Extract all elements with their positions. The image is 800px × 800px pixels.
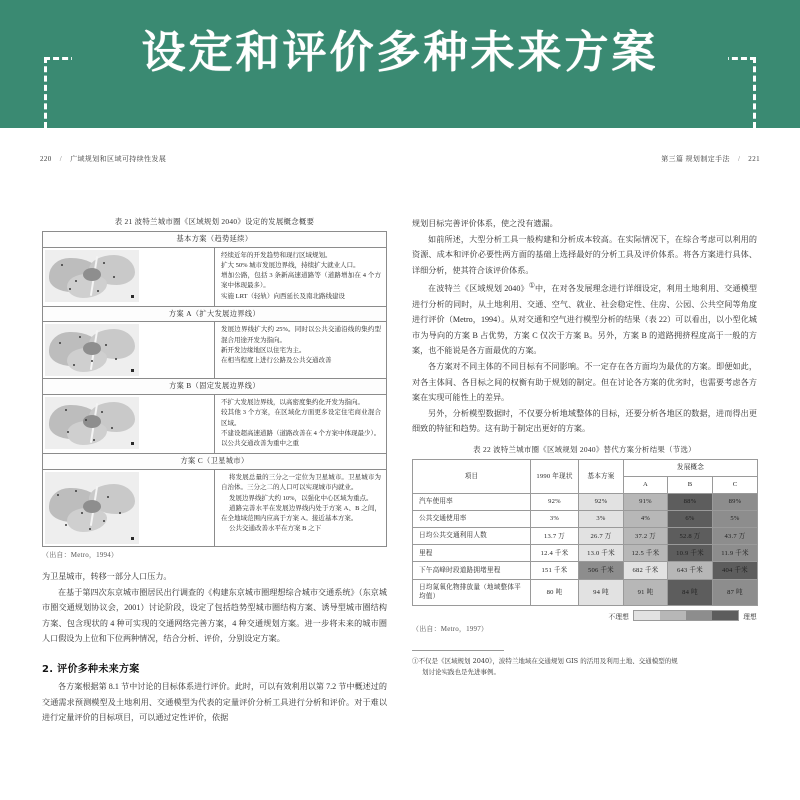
table22-cell: 84 吨 (668, 579, 713, 606)
table21-row (43, 322, 387, 379)
table21-row (43, 394, 387, 453)
table22-cell: 52.8 万 (668, 527, 713, 544)
legend-high-label: 理想 (743, 613, 757, 621)
map-thumbnail-icon (45, 324, 139, 376)
table22-cell: 10.9 千米 (668, 545, 713, 562)
table21-desc-line: 不建设超高速道路（道路改善在 4 个方案中体现最少）。 (221, 429, 381, 437)
table22-cell: 404 千米 (713, 562, 758, 579)
page-number-left: 220 (40, 155, 52, 163)
running-head-separator-right: / (737, 155, 741, 163)
table21-scheme-header-row (43, 232, 387, 248)
right-column (412, 216, 757, 677)
table-row (413, 493, 758, 510)
table22-cell: 12.5 千米 (624, 545, 668, 562)
table22-cell: 506 千米 (579, 562, 624, 579)
page-number-right: 221 (748, 155, 760, 163)
table21-desc-line: 新开发边缘地区以住宅为主。 (221, 347, 306, 355)
table22-cell: 91 吨 (624, 579, 668, 606)
right-paragraph: 如前所述，大型分析工具一般构建和分析成本较高。在实际情况下，在综合考虑可以利用的资源、成本和评价必要性两方面的基础上选择最好的分析工具及评价体系。将各方案进行具体、详细分析，使其符合该评价体系。 (412, 234, 757, 275)
table21-desc-line: 增加公路，包括 3 条新高速道路等（道路增加在 4 个方案中体现最多）。 (221, 272, 381, 290)
table-row (413, 545, 758, 562)
table21-description (215, 322, 387, 379)
portland-metro-map-a (43, 322, 215, 379)
legend-low-label: 不理想 (608, 613, 630, 621)
table22-body (413, 493, 758, 606)
footnote-line-2: 划讨论实践也是先进事例。 (422, 667, 500, 676)
table22-row-label: 日均氮氧化物排放量（地域整体平均值） (413, 579, 531, 606)
table22-cell: 88% (668, 493, 713, 510)
footnote-divider (412, 650, 504, 651)
table21-source: （出自：Metro，1994） (42, 550, 119, 559)
table22-cell: 4% (624, 510, 668, 527)
portland-metro-map-b (43, 394, 215, 453)
table21-scheme-label: 方案 B（固定发展边界线） (43, 379, 387, 395)
table-row (413, 579, 758, 606)
table22-cell: 13.7 万 (531, 527, 579, 544)
table21-description (215, 469, 387, 546)
right-paragraph: 另外，分析模型数据时，不仅要分析地域整体的目标，还要分析各地区的数据，进而得出更细致的特征和趋势。这有助于制定出更好的方案。 (412, 408, 757, 434)
running-head-left (40, 154, 166, 164)
table22-legend (412, 610, 757, 621)
footnote-marker: ① (412, 657, 419, 666)
table22-caption: 表 22 波特兰城市圈《区域规划 2040》替代方案分析结果（节选） (473, 445, 696, 454)
table21-scheme-header-row (43, 306, 387, 322)
table22-cell: 682 千米 (624, 562, 668, 579)
table22-cell: 87 吨 (713, 579, 758, 606)
table22-row-label: 下午高峰时段道路拥堵里程 (413, 562, 531, 579)
table21-scheme-label: 方案 C（卫星城市） (43, 454, 387, 470)
table22-cell: 643 千米 (668, 562, 713, 579)
map-thumbnail-icon (45, 472, 139, 544)
table21-description (215, 394, 387, 453)
table22-cell: 80 吨 (531, 579, 579, 606)
table21-desc-line: 扩大 50% 城市发展边界线，持续扩大就业人口。 (221, 261, 360, 269)
left-paragraph: 为卫星城市，转移一部分人口压力。 (42, 571, 172, 581)
table22-source: （出自：Metro，1997） (412, 625, 489, 634)
map-thumbnail-icon (45, 250, 139, 302)
table-21 (42, 231, 387, 547)
table22-col-group-concepts: 发展概念 (624, 460, 758, 477)
table21-scheme-header-row (43, 454, 387, 470)
table21-desc-line: 发展边界线扩大约 25%。同时以公共交通沿线的集约型混合用途开发为指向。 (221, 326, 381, 344)
right-paragraph: 规划目标完善评价体系，使之没有遗漏。 (412, 219, 558, 228)
table22-cell: 151 千米 (531, 562, 579, 579)
table21-desc-line: 道路完善水平在发展边界线内处于方案 A、B 之间，在全地域范围内应高于方案 A。接近基本方案。 (221, 504, 381, 523)
table21-scheme-label: 方案 A（扩大发展边界线） (43, 306, 387, 322)
table21-desc-line: 公共交通改善水平在方案 B 之下 (229, 525, 322, 533)
table21-description (215, 247, 387, 306)
table21-scheme-label: 基本方案（趋势延续） (43, 232, 387, 248)
table22-cell: 37.2 万 (624, 527, 668, 544)
legend-swatch (686, 611, 712, 620)
table22-col-1990: 1990 年现状 (531, 460, 579, 494)
section-subheading: 2. 评价多种未来方案 (42, 663, 140, 675)
table22-cell: 3% (531, 510, 579, 527)
running-head-right-text: 第三篇 规划制定手法 (661, 155, 730, 163)
portland-metro-map-c (43, 469, 215, 546)
right-paragraph: 各方案对不同主体的不同目标有不同影响。不一定存在各方面均为最优的方案。即便如此，对各主体间、各目标之间的权衡有助于规划的制定。但在讨论各方案的优劣时，也需要考虑各方案在实现可能性上的差异。 (412, 362, 757, 403)
table22-cell: 43.7 万 (713, 527, 758, 544)
table21-desc-line: 不扩大发展边界线，以高密度集约化开发为指向。 (221, 398, 364, 406)
table22-header-row-top (413, 460, 758, 477)
table22-col-base: 基本方案 (579, 460, 624, 494)
map-thumbnail-icon (45, 397, 139, 449)
table22-cell: 26.7 万 (579, 527, 624, 544)
table21-desc-line: 实施 LRT（轻轨）向西延长及南北路线建设 (221, 292, 346, 300)
table-22 (412, 459, 758, 606)
table-row (413, 562, 758, 579)
table22-col-item: 项目 (413, 460, 531, 494)
table22-cell: 92% (579, 493, 624, 510)
table22-cell: 92% (531, 493, 579, 510)
table22-row-label: 汽车使用率 (413, 493, 531, 510)
table22-cell: 6% (668, 510, 713, 527)
footnote (412, 656, 757, 677)
table21-row (43, 469, 387, 546)
table-row (413, 510, 758, 527)
table21-desc-line: 将发展总量的三分之一定位为卫星城市。卫星城市为自治体。三分之二的人口可以实现城市内就业。 (221, 473, 381, 492)
right-paragraph-text: 在波特兰《区域规划 2040》①中，在对各发展理念进行详细设定，利用土地利用、交通模型进行分析的同时，从土地利用、交通、空气、就业、社会稳定性、住房、公园、公共空间等角度进行评价（Metro，1994）。从对交通和空气进行模型分析的结果（表 22）可以看出，以小型化城市为导向的方案 B 占优势，方案 C 仅次于方案 B。另外，方案 B 的道路拥挤程度高于一般的方案，也不能说是各方面最优的方案。 (412, 282, 757, 356)
table22-cell: 13.0 千米 (579, 545, 624, 562)
table22-row-label: 公共交通使用率 (413, 510, 531, 527)
right-paragraph (412, 278, 757, 359)
table21-desc-line: 以公共交通改善为重中之重 (221, 440, 299, 448)
legend-swatch (712, 611, 738, 620)
table21-desc-line: 经续近年的开发趋势和现行区域规划。 (221, 251, 332, 259)
chapter-banner (0, 0, 800, 128)
footnote-line-1: 不仅是《区域规划 2040》，波特兰地域在交通规划 GIS 的活用及利用土地、交通模型的规 (418, 657, 678, 666)
table21-desc-line: 发展边界线扩大约 10%，以强化中心区域为重点。 (229, 494, 373, 502)
table21-body (43, 232, 387, 547)
left-paragraph: 在基于第四次东京城市圈居民出行调查的《构建东京城市圈理想综合城市交通系统》（东京城市圈交通规划协议会，2001）讨论阶段，设定了包括趋势型城市圈结构方案、诱导型城市圈结构方案、包含现状的 4 种可实现的交通网络完善方案，4 种交通规划方案。进一步将未来的城市圈人口假设为上位和下位两种情况，结合分析、评价，分别设定方案。 (42, 587, 387, 644)
table22-cell: 12.4 千米 (531, 545, 579, 562)
legend-swatch-strip (633, 610, 739, 621)
running-head-right (661, 154, 760, 164)
table21-row (43, 247, 387, 306)
table21-desc-line: 在相当程度上进行公路及公共交通改善 (221, 357, 332, 365)
table21-scheme-header-row (43, 379, 387, 395)
table22-head (413, 460, 758, 494)
chapter-title: 设定和评价多种未来方案 (141, 27, 659, 78)
table22-col-a: A (624, 476, 668, 493)
table22-cell: 94 吨 (579, 579, 624, 606)
table22-cell: 89% (713, 493, 758, 510)
table22-row-label: 日均公共交通利用人数 (413, 527, 531, 544)
left-column (42, 216, 387, 726)
table22-cell: 5% (713, 510, 758, 527)
legend-swatch (660, 611, 686, 620)
left-paragraph: 各方案根据第 8.1 节中讨论的目标体系进行评价。此时，可以有效利用以第 7.2 节中概述过的交通需求预测模型及土地利用、交通模型为代表的定量评价分析工具进行分析和评价。对于难以进行定量评价的目标项目，可以通过定性评价，依据 (42, 681, 387, 723)
table22-col-c: C (713, 476, 758, 493)
table21-caption: 表 21 波特兰城市圈《区域规划 2040》设定的发展概念概要 (114, 217, 315, 226)
table22-row-label: 里程 (413, 545, 531, 562)
table22-cell: 11.9 千米 (713, 545, 758, 562)
legend-swatch (634, 611, 660, 620)
page-sheet (0, 128, 800, 800)
table22-cell: 3% (579, 510, 624, 527)
table21-desc-line: 较其他 3 个方案，在区域化方面更多设定住宅商业混合区域。 (221, 409, 381, 427)
table22-cell: 91% (624, 493, 668, 510)
table-row (413, 527, 758, 544)
portland-metro-map-base (43, 247, 215, 306)
running-head-left-text: 广域规划和区域可持续性发展 (70, 155, 167, 163)
running-head-separator-left: / (59, 155, 63, 163)
table22-col-b: B (668, 476, 713, 493)
